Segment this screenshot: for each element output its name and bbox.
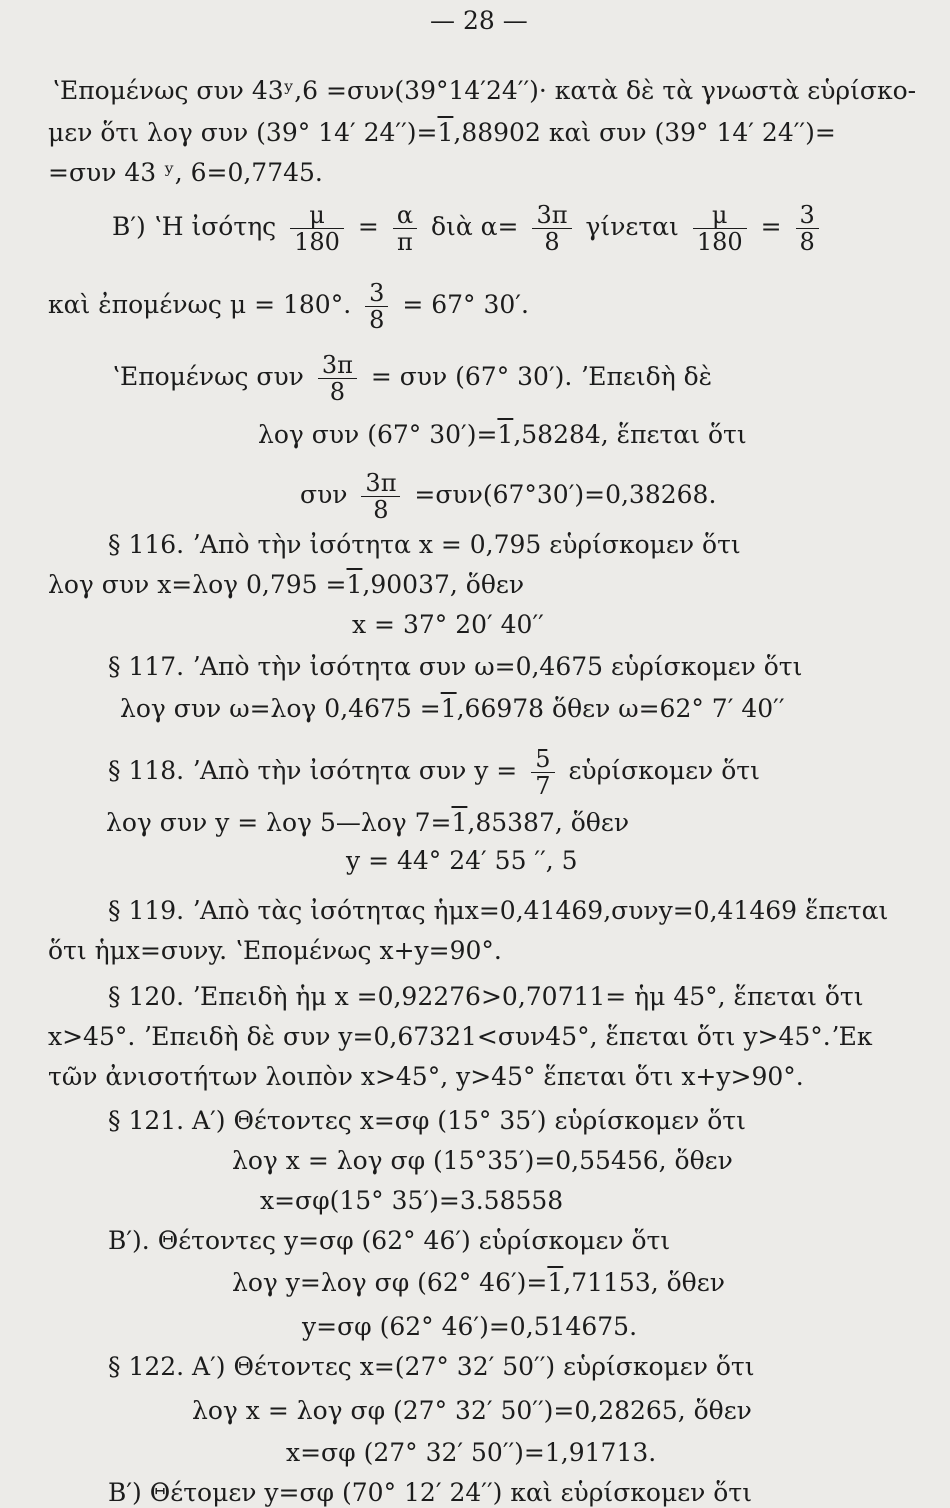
fraction: $\frac{3\pi}{8}$: [318, 352, 357, 405]
section-117: § 117. ʼΑπὸ τὴν ἰσότητα συν ω=0,4675 εὑρίσκομεν ὅτι: [108, 652, 803, 681]
fraction: $\frac{\mu}{180}$: [290, 202, 344, 255]
text-line: Β′) Θέτομεν y=σφ (70° 12′ 24′′) καὶ εὑρίσκομεν ὅτι: [108, 1478, 752, 1507]
text-line: ὅτι ἡμx=συνy. ʽΕπομένως x+y=90°.: [48, 936, 502, 965]
section-118: § 118. ʼΑπὸ τὴν ἰσότητα συν y = $\frac{5}{7}$ εὑρίσκομεν ὅτι: [108, 745, 760, 800]
text-line: λογ x = λογ σφ (15°35′)=0,55456, ὅθεν: [232, 1146, 733, 1175]
text-line: Β′). Θέτοντες y=σφ (62° 46′) εὑρίσκομεν ὅτι: [108, 1226, 671, 1255]
text-line: =συν 43 ʸ, 6=0,7745.: [48, 158, 323, 187]
fraction: $\frac{3\pi}{8}$: [361, 470, 400, 523]
equation-line: καὶ ἐπομένως μ = 180°. $\frac{3}{8}$ = 67° 30′.: [48, 279, 529, 334]
section-120: § 120. ʼΕπειδὴ ἡμ x =0,92276>0,70711= ἡμ 45°, ἕπεται ὅτι: [108, 982, 864, 1011]
fraction: $\frac{3\pi}{8}$: [532, 202, 571, 255]
equation-line: Β′) ʽΗ ἰσότης $\frac{\mu}{180}$ = $\frac{\alpha}{\pi}$ διὰ α= $\frac{3\pi}{8}$ γίνεται $\frac{\mu}{180}$ = $\frac{3}{8}$: [112, 202, 825, 255]
text-line: λογ συν y = λογ 5—λογ 7=1,85387, ὅθεν: [106, 808, 630, 837]
text-line: y = 44° 24′ 55 ′′, 5: [346, 846, 578, 875]
text-line: ʽΕπομένως συν 43ʸ,6 =συν(39°14′24′′)· κατὰ δὲ τὰ γνωστὰ εὑρίσκο-: [52, 76, 917, 105]
text-line: x=σφ(15° 35′)=3.58558: [260, 1186, 564, 1215]
text-line: λογ x = λογ σφ (27° 32′ 50′′)=0,28265, ὅθεν: [192, 1396, 752, 1425]
text-line: x>45°. ʼΕπειδὴ δὲ συν y=0,67321<συν45°, ἕπεται ὅτι y>45°.ʼΕκ: [48, 1022, 873, 1051]
page-number: — 28 —: [430, 6, 528, 35]
equation-line: συν $\frac{3\pi}{8}$ =συν(67°30′)=0,38268.: [300, 469, 717, 524]
text-line: τῶν ἀνισοτήτων λοιπὸν x>45°, y>45° ἕπεται ὅτι x+y>90°.: [48, 1062, 804, 1091]
text-line: λογ συν x=λογ 0,795 =1,90037, ὅθεν: [48, 570, 525, 599]
text-line: x = 37° 20′ 40′′: [352, 610, 544, 639]
text-line: λογ συν (67° 30′)=1,58284, ἕπεται ὅτι: [258, 420, 747, 449]
fraction: $\frac{\mu}{180}$: [693, 202, 747, 255]
fraction: $\frac{3}{8}$: [365, 280, 388, 333]
text-line: μεν ὅτι λογ συν (39° 14′ 24′′)=1,88902 καὶ συν (39° 14′ 24′′)=: [48, 118, 836, 147]
fraction: $\frac{3}{8}$: [796, 202, 819, 255]
section-121: § 121. Α′) Θέτοντες x=σφ (15° 35′) εὑρίσκομεν ὅτι: [108, 1106, 746, 1135]
text-line: λογ συν ω=λογ 0,4675 =1,66978 ὅθεν ω=62° 7′ 40′′: [120, 694, 785, 723]
text-line: x=σφ (27° 32′ 50′′)=1,91713.: [286, 1438, 657, 1467]
text-line: λογ y=λογ σφ (62° 46′)=1,71153, ὅθεν: [232, 1268, 725, 1297]
fraction: $\frac{5}{7}$: [531, 746, 554, 799]
section-122: § 122. Α′) Θέτοντες x=(27° 32′ 50′′) εὑρίσκομεν ὅτι: [108, 1352, 755, 1381]
section-119: § 119. ʼΑπὸ τὰς ἰσότητας ἡμx=0,41469,συνy=0,41469 ἕπεται: [108, 896, 889, 925]
section-116: § 116. ʼΑπὸ τὴν ἰσότητα x = 0,795 εὑρίσκομεν ὅτι: [108, 530, 741, 559]
text-line: y=σφ (62° 46′)=0,514675.: [302, 1312, 638, 1341]
fraction: $\frac{\alpha}{\pi}$: [393, 202, 417, 255]
equation-line: ʽΕπομένως συν $\frac{3\pi}{8}$ = συν (67° 30′). ʼΕπειδὴ δὲ: [112, 351, 713, 406]
